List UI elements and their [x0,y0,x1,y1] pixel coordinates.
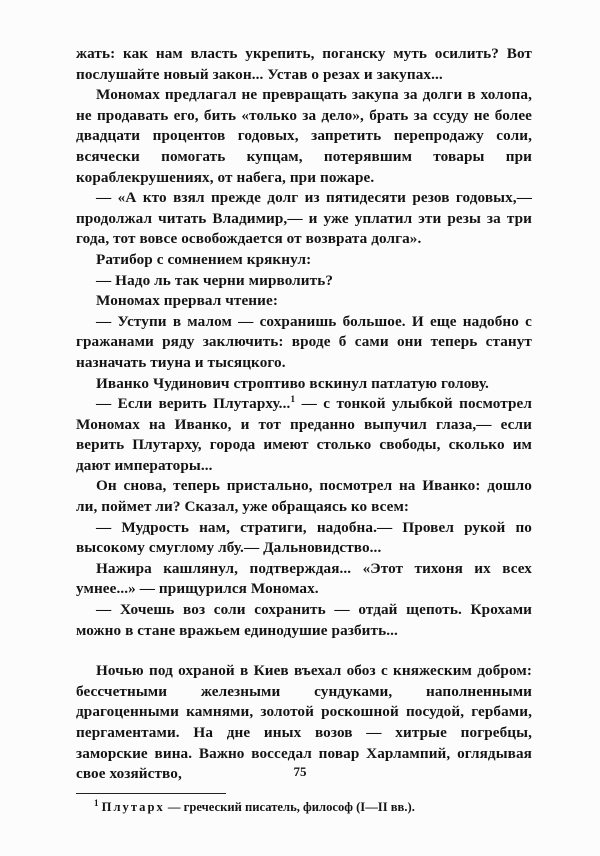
paragraph-3: Ратибор с сомнением крякнул: [96,250,312,268]
paragraph-12: — Хочешь воз соли сохранить — отдай щепоть. Крохами можно в стане вражьем единодушие разбить... [76,601,532,639]
footnote-number: 1 [94,797,99,808]
paragraph-9: Он снова, теперь пристально, посмотрел на Иванко: дошло ли, поймет ли? Сказал, уже обращаясь ко всем: [76,477,532,516]
footnote-dash: — [164,799,184,814]
footnote-divider [76,793,226,794]
footnote [94,798,532,816]
paragraph-7: Иванко Чудинович строптиво вскинул патлатую голову. [96,374,489,392]
footnote-term: Плутарх [101,799,165,814]
footnote-text: греческий писатель, философ (I—II вв.). [183,799,415,814]
paragraph-8 [76,394,532,476]
paragraph-11: Нажира кашлянул, подтверждая... «Этот тихоня их всех умнее...» — прищурился Мономах. [76,559,532,598]
paragraph-8-before: — Если верить Плутарху... [96,395,291,413]
paragraph-2: — «А кто взял прежде долг из пятидесяти резов годовых,— продолжал читать Владимир,— и уже уплатил эти резы за три года, тот вовсе освобождается от возврата долга». [76,189,532,248]
page-body [76,44,532,816]
paragraph-5: Мономах прервал чтение: [96,292,279,310]
paragraph-4: — Надо ль так черни мирволить? [96,271,334,289]
footnote-marker: 1 [290,395,296,406]
section2-paragraph-0: Ночью под охраной в Киев въехал обоз с княжеским добром: бессчетными железными сундуками, наполненными драгоценными камнями, золотой роскошной посудой, гербами, пергаментами. На дне иных возов — хитрые погребцы, заморские вина. Важно восседал повар Харлампий, оглядывая свое хозяйство, [76,662,532,783]
paragraph-0: жать: как нам власть укрепить, поганску муть осилить? Вот послушайте новый закон... Устав о резах и закупах... [76,45,532,83]
paragraph-10: — Мудрость нам, стратиги, надобна.— Провел рукой по высокому смуглому лбу.— Дальновидство... [76,518,532,557]
paragraph-6: — Уступи в малом — сохранишь большое. И еще надобно с гражанами ряду заключить: вроде б сами они теперь станут назначать тиуна и тысяцкого. [76,312,532,371]
paragraph-1: Мономах предлагал не превращать закупа за долги в холопа, не продавать его, бить «только за дело», брать за ссуду не более двадцати процентов годовых, запретить перепродажу соли, всячески помогать купцам, потерявшим товары при кораблекрушениях, от набега, при пожаре. [76,86,532,186]
section-break [76,641,532,661]
paragraph-8-after: — с тонкой улыбкой посмотрел Мономах на Иванко, и тот преданно выпучил глаза,— если верить Плутарху, города имеют столько свободы, сколько им дают императоры... [76,395,532,474]
page-number: 75 [293,764,307,779]
